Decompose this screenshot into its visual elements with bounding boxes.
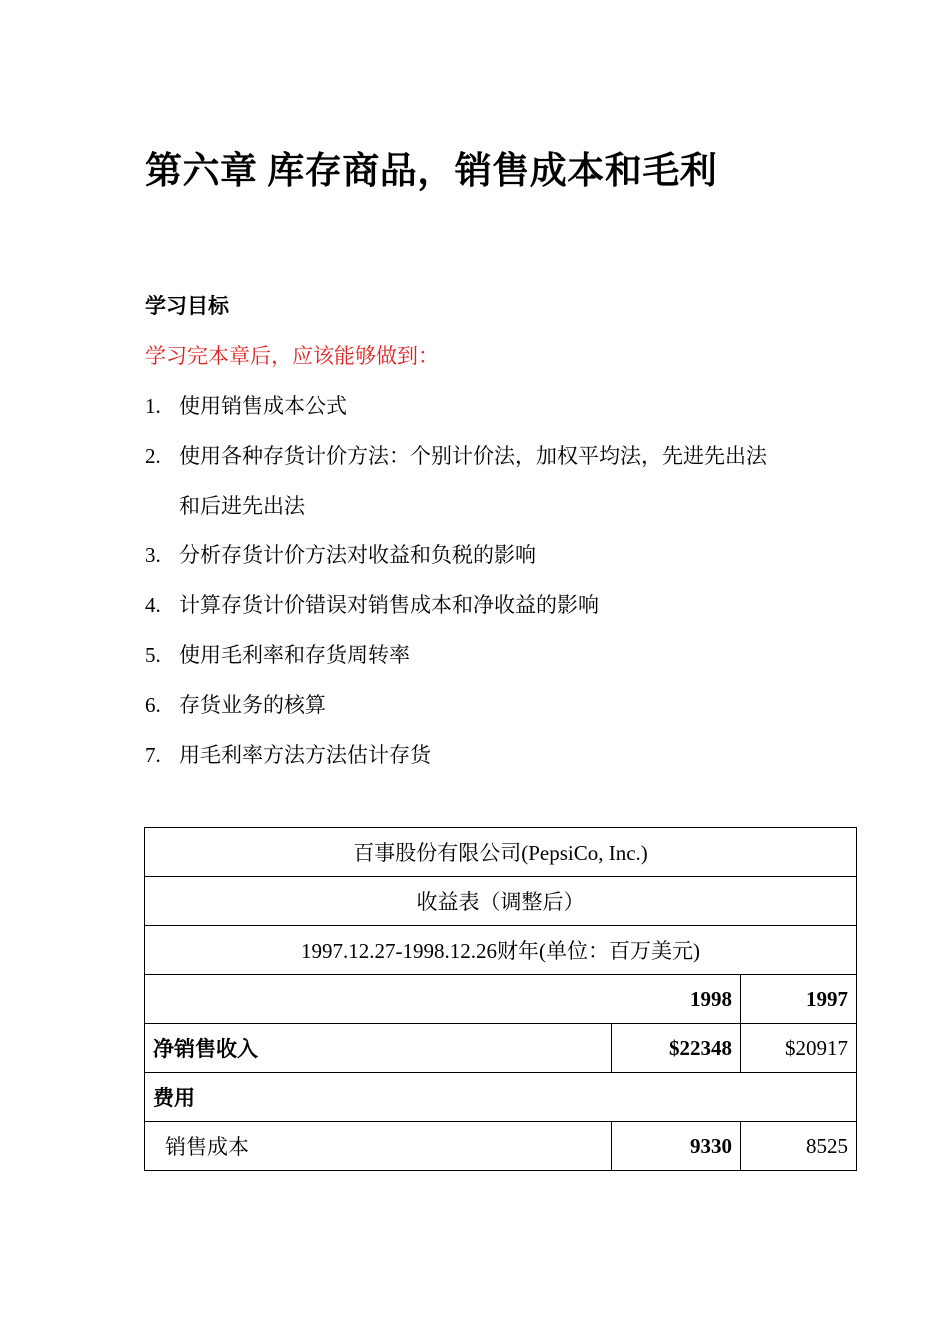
objective-item-5 bbox=[145, 639, 410, 669]
objective-text: 用毛利率方法方法估计存货 bbox=[179, 743, 431, 767]
page-title: 第六章 库存商品，销售成本和毛利 bbox=[145, 151, 718, 192]
value-1997: $20917 bbox=[741, 1024, 857, 1073]
objective-number: 1. bbox=[145, 394, 161, 418]
table-row bbox=[145, 877, 857, 926]
objective-text: 存货业务的核算 bbox=[179, 693, 326, 717]
objective-text: 计算存货计价错误对销售成本和净收益的影响 bbox=[179, 593, 599, 617]
objective-text-continuation: 和后进先出法 bbox=[179, 494, 305, 518]
table-row bbox=[145, 828, 857, 877]
objective-text: 使用毛利率和存货周转率 bbox=[179, 643, 410, 667]
company-name-cell: 百事股份有限公司(PepsiCo, Inc.) bbox=[145, 828, 857, 877]
value-1998: 9330 bbox=[612, 1122, 741, 1171]
statement-title-cell: 收益表（调整后） bbox=[145, 877, 857, 926]
table-row bbox=[145, 1073, 857, 1122]
row-label: 净销售收入 bbox=[145, 1024, 612, 1073]
objective-number: 4. bbox=[145, 593, 161, 617]
table-row bbox=[145, 1024, 857, 1073]
objective-text: 分析存货计价方法对收益和负税的影响 bbox=[179, 543, 536, 567]
period-cell: 1997.12.27-1998.12.26财年(单位：百万美元) bbox=[145, 926, 857, 975]
objective-number: 2. bbox=[145, 444, 161, 468]
objective-text: 使用销售成本公式 bbox=[179, 394, 347, 418]
row-label: 费用 bbox=[145, 1073, 857, 1122]
objective-item-3 bbox=[145, 539, 536, 569]
row-label: 销售成本 bbox=[145, 1122, 612, 1171]
objective-number: 6. bbox=[145, 693, 161, 717]
objectives-heading: 学习目标 bbox=[145, 294, 229, 318]
value-1998: $22348 bbox=[612, 1024, 741, 1073]
objective-item-4 bbox=[145, 589, 599, 619]
objective-number: 7. bbox=[145, 743, 161, 767]
table-row bbox=[145, 1122, 857, 1171]
objective-number: 3. bbox=[145, 543, 161, 567]
value-1997: 8525 bbox=[741, 1122, 857, 1171]
column-header-1998: 1998 bbox=[145, 975, 741, 1024]
objective-item-7 bbox=[145, 739, 431, 769]
objective-item-2-continuation bbox=[145, 490, 305, 520]
objective-item-2 bbox=[145, 440, 767, 470]
table-header-row bbox=[145, 975, 857, 1024]
objectives-intro: 学习完本章后，应该能够做到： bbox=[145, 344, 439, 368]
column-header-1997: 1997 bbox=[741, 975, 857, 1024]
objective-item-1 bbox=[145, 390, 347, 420]
objective-number: 5. bbox=[145, 643, 161, 667]
income-statement-table bbox=[144, 827, 857, 1171]
table-row bbox=[145, 926, 857, 975]
objective-item-6 bbox=[145, 689, 326, 719]
objective-text: 使用各种存货计价方法：个别计价法，加权平均法，先进先出法 bbox=[179, 444, 767, 468]
